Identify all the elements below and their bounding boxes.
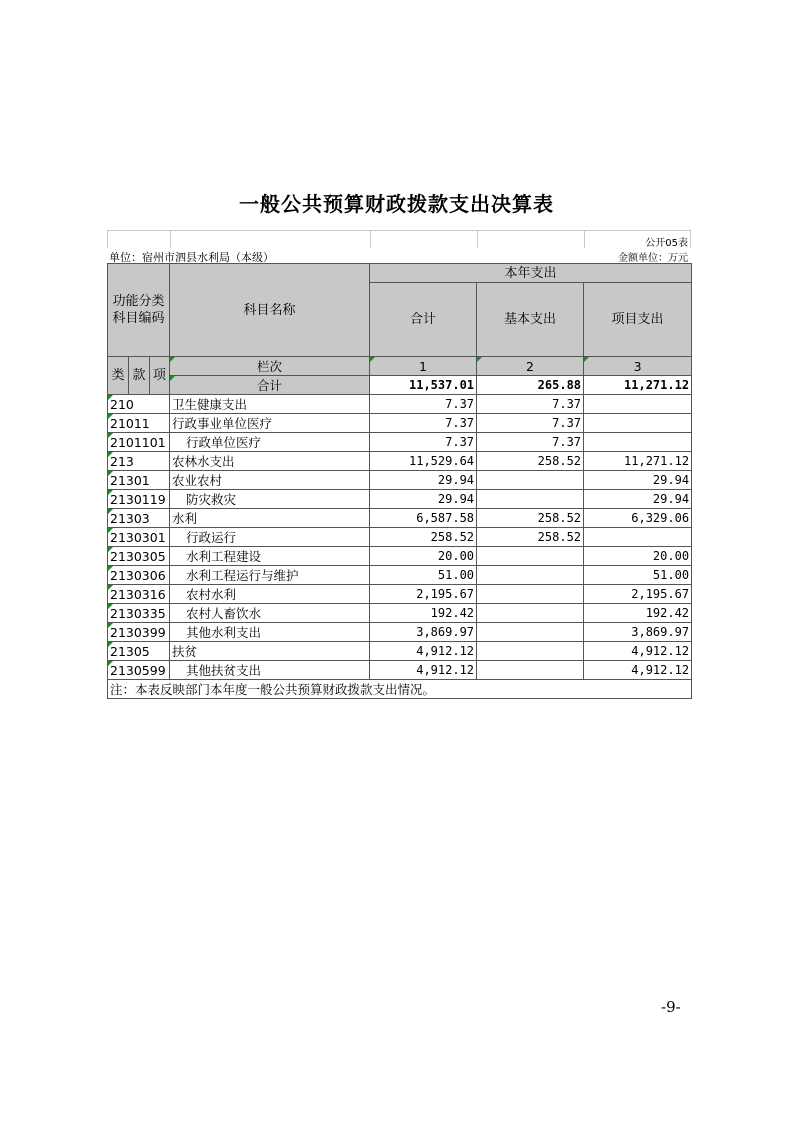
row-total: 7.37: [370, 433, 477, 452]
total-header: 合计: [370, 283, 477, 357]
sum-label: 合计: [170, 376, 370, 395]
row-project: [584, 395, 692, 414]
row-project: 192.42: [584, 604, 692, 623]
row-basic: [477, 642, 584, 661]
col-label: 栏次: [170, 357, 370, 376]
table-row: [108, 661, 692, 680]
table-row: [108, 452, 692, 471]
func-code-header: 功能分类科目编码: [108, 264, 170, 357]
table-row: [108, 604, 692, 623]
row-name: 农业农村: [170, 471, 370, 490]
row-name: 行政单位医疗: [170, 433, 370, 452]
row-project: [584, 414, 692, 433]
row-basic: [477, 547, 584, 566]
row-total: 29.94: [370, 471, 477, 490]
page-title: 一般公共预算财政拨款支出决算表: [239, 192, 554, 216]
row-total: 29.94: [370, 490, 477, 509]
sum-basic: 265.88: [477, 376, 584, 395]
table-row: [108, 471, 692, 490]
row-code: 213: [108, 452, 170, 471]
year-expense-header: 本年支出: [370, 264, 692, 283]
row-name: 行政运行: [170, 528, 370, 547]
table-row: [108, 414, 692, 433]
table-row: [108, 642, 692, 661]
table-row: [108, 509, 692, 528]
row-total: 4,912.12: [370, 661, 477, 680]
row-name: 水利: [170, 509, 370, 528]
expense-table: [107, 263, 692, 699]
row-basic: 258.52: [477, 509, 584, 528]
row-total: 51.00: [370, 566, 477, 585]
row-basic: [477, 585, 584, 604]
row-project: 2,195.67: [584, 585, 692, 604]
row-basic: 258.52: [477, 528, 584, 547]
row-project: 4,912.12: [584, 661, 692, 680]
row-basic: 258.52: [477, 452, 584, 471]
row-basic: [477, 623, 584, 642]
row-code: 2130599: [108, 661, 170, 680]
row-total: 258.52: [370, 528, 477, 547]
row-total: 11,529.64: [370, 452, 477, 471]
subject-name-header: 科目名称: [170, 264, 370, 357]
row-project: [584, 528, 692, 547]
row-basic: 7.37: [477, 433, 584, 452]
row-basic: [477, 471, 584, 490]
row-project: [584, 433, 692, 452]
amount-unit: 金额单位：万元: [618, 253, 688, 264]
row-project: 51.00: [584, 566, 692, 585]
sum-project: 11,271.12: [584, 376, 692, 395]
row-code: 2130306: [108, 566, 170, 585]
row-total: 2,195.67: [370, 585, 477, 604]
table-row: [108, 623, 692, 642]
lei-header: 类: [108, 357, 129, 395]
row-code: 21011: [108, 414, 170, 433]
row-basic: [477, 566, 584, 585]
row-name: 水利工程运行与维护: [170, 566, 370, 585]
col-1: 1: [370, 357, 477, 376]
table-row: [108, 490, 692, 509]
table-row: [108, 566, 692, 585]
row-name: 其他扶贫支出: [170, 661, 370, 680]
row-code: 21305: [108, 642, 170, 661]
sum-total: 11,537.01: [370, 376, 477, 395]
row-code: 2130305: [108, 547, 170, 566]
row-name: 水利工程建设: [170, 547, 370, 566]
row-name: 防灾救灾: [170, 490, 370, 509]
row-project: 29.94: [584, 490, 692, 509]
row-code: 2130335: [108, 604, 170, 623]
row-code: 2101101: [108, 433, 170, 452]
unit-label: 单位：宿州市泗县水利局（本级）: [109, 251, 274, 264]
row-name: 农林水支出: [170, 452, 370, 471]
row-basic: 7.37: [477, 414, 584, 433]
row-name: 扶贫: [170, 642, 370, 661]
row-code: 21303: [108, 509, 170, 528]
row-total: 4,912.12: [370, 642, 477, 661]
page-number: -9-: [661, 998, 681, 1016]
row-code: 2130301: [108, 528, 170, 547]
row-basic: [477, 490, 584, 509]
table-row: [108, 395, 692, 414]
row-project: 3,869.97: [584, 623, 692, 642]
row-code: 2130316: [108, 585, 170, 604]
row-code: 2130399: [108, 623, 170, 642]
row-name: 农村人畜饮水: [170, 604, 370, 623]
row-total: 20.00: [370, 547, 477, 566]
row-total: 7.37: [370, 414, 477, 433]
row-basic: [477, 661, 584, 680]
project-header: 项目支出: [584, 283, 692, 357]
row-project: 11,271.12: [584, 452, 692, 471]
xiang-header: 项: [150, 357, 170, 395]
table-row: [108, 585, 692, 604]
unit-row: [107, 248, 691, 263]
row-project: 20.00: [584, 547, 692, 566]
table-row: [108, 528, 692, 547]
row-name: 农村水利: [170, 585, 370, 604]
form-code-row: [107, 233, 691, 248]
row-name: 其他水利支出: [170, 623, 370, 642]
row-code: 210: [108, 395, 170, 414]
kuan-header: 款: [129, 357, 150, 395]
row-project: 29.94: [584, 471, 692, 490]
form-code: 公开05表: [645, 238, 688, 249]
row-project: 4,912.12: [584, 642, 692, 661]
row-total: 6,587.58: [370, 509, 477, 528]
row-code: 2130119: [108, 490, 170, 509]
row-basic: 7.37: [477, 395, 584, 414]
row-project: 6,329.06: [584, 509, 692, 528]
row-total: 7.37: [370, 395, 477, 414]
table-row: [108, 547, 692, 566]
col-3: 3: [584, 357, 692, 376]
row-basic: [477, 604, 584, 623]
table-note: 注：本表反映部门本年度一般公共预算财政拨款支出情况。: [108, 680, 692, 699]
row-name: 卫生健康支出: [170, 395, 370, 414]
row-total: 3,869.97: [370, 623, 477, 642]
table-row: [108, 433, 692, 452]
row-name: 行政事业单位医疗: [170, 414, 370, 433]
row-code: 21301: [108, 471, 170, 490]
row-total: 192.42: [370, 604, 477, 623]
col-2: 2: [477, 357, 584, 376]
basic-header: 基本支出: [477, 283, 584, 357]
